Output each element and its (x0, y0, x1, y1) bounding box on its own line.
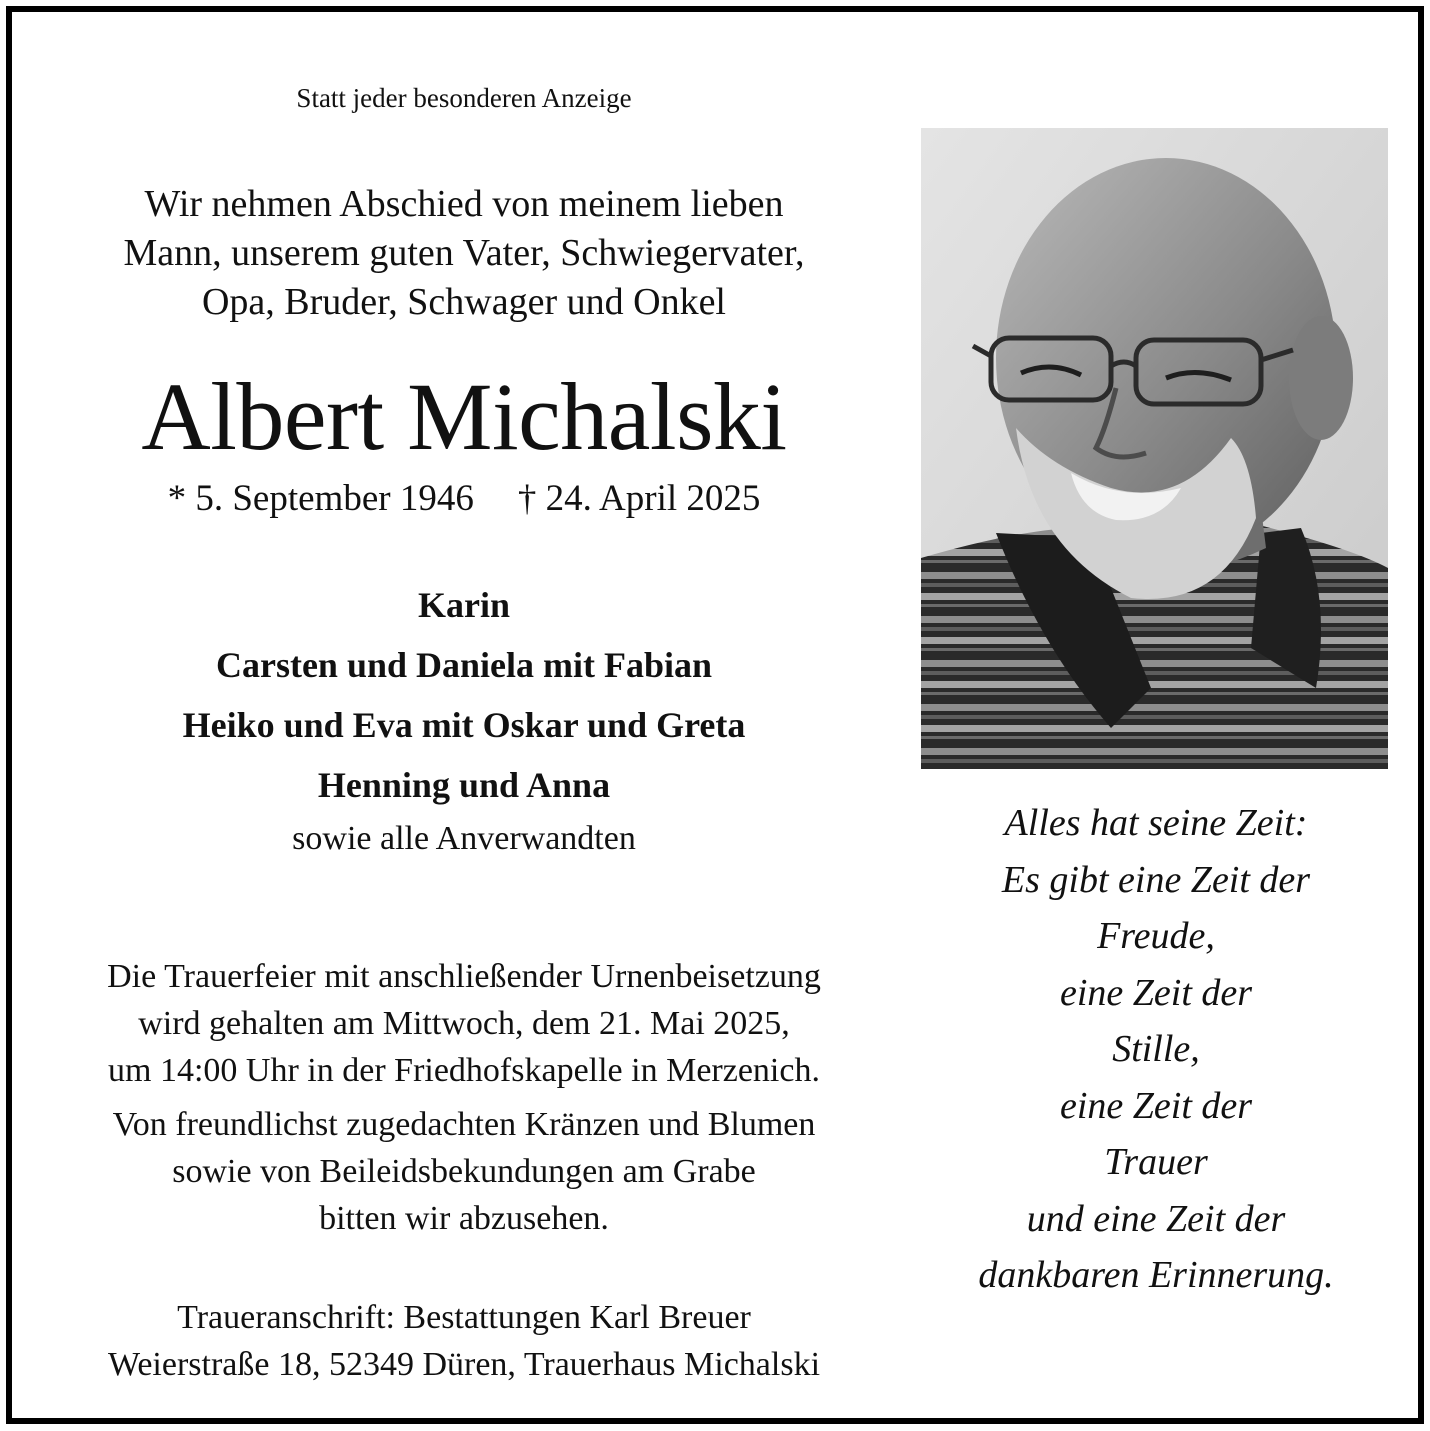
service-line: Die Trauerfeier mit anschließender Urnenbeisetzung (107, 958, 821, 995)
death-date: † 24. April 2025 (517, 478, 761, 519)
intro-line: Wir nehmen Abschied von meinem lieben (144, 183, 784, 225)
quote-line: eine Zeit der (1059, 971, 1253, 1014)
deceased-name-text: Albert Michalski (141, 363, 787, 470)
intro-line: Mann, unserem guten Vater, Schwiegervater, (123, 232, 805, 274)
quote-line: eine Zeit der (1059, 1084, 1253, 1127)
quote-line: Freude, (1097, 915, 1215, 957)
quote-text (921, 795, 1391, 1304)
family-member: Carsten und Daniela mit Fabian (215, 645, 713, 685)
intro-line: Opa, Bruder, Schwager und Onkel (201, 281, 726, 323)
family-list (44, 575, 884, 815)
request-line: bitten wir abzusehen. (319, 1200, 609, 1237)
preheader (44, 80, 884, 116)
service-info (44, 953, 884, 1094)
quote-line: Alles hat seine Zeit: (1004, 802, 1308, 844)
birth-date: * 5. September 1946 (167, 478, 474, 519)
relatives-note (44, 816, 884, 862)
donation-requests (44, 1101, 884, 1242)
service-line: wird gehalten am Mittwoch, dem 21. Mai 2025, (138, 1005, 790, 1042)
quote-line: Es gibt eine Zeit der (1001, 858, 1311, 901)
preheader-text: Statt jeder besonderen Anzeige (296, 83, 632, 113)
quote-line: und eine Zeit der (1026, 1197, 1286, 1240)
portrait-photo (921, 128, 1388, 769)
quote-line: dankbaren Erinnerung. (978, 1254, 1334, 1296)
address-line: Weierstraße 18, 52349 Düren, Trauerhaus Michalski (107, 1346, 821, 1383)
address-line: Traueranschrift: Bestattungen Karl Breuer (177, 1299, 751, 1336)
request-line: sowie von Beileidsbekundungen am Grabe (172, 1153, 756, 1190)
deceased-name (44, 362, 884, 472)
family-member: Heiko und Eva mit Oskar und Greta (182, 705, 746, 745)
family-member: Karin (417, 585, 510, 625)
quote-line: Trauer (1104, 1141, 1208, 1183)
quote-line: Stille, (1112, 1028, 1200, 1070)
intro-text (44, 180, 884, 327)
mourning-address (44, 1294, 884, 1388)
service-line: um 14:00 Uhr in der Friedhofskapelle in Merzenich. (108, 1052, 820, 1089)
request-line: Von freundlichst zugedachten Kränzen und Blumen (112, 1106, 816, 1143)
portrait-illustration (921, 128, 1388, 769)
life-dates (44, 474, 884, 524)
family-member: Henning und Anna (317, 765, 611, 805)
relatives-text: sowie alle Anverwandten (292, 820, 636, 857)
